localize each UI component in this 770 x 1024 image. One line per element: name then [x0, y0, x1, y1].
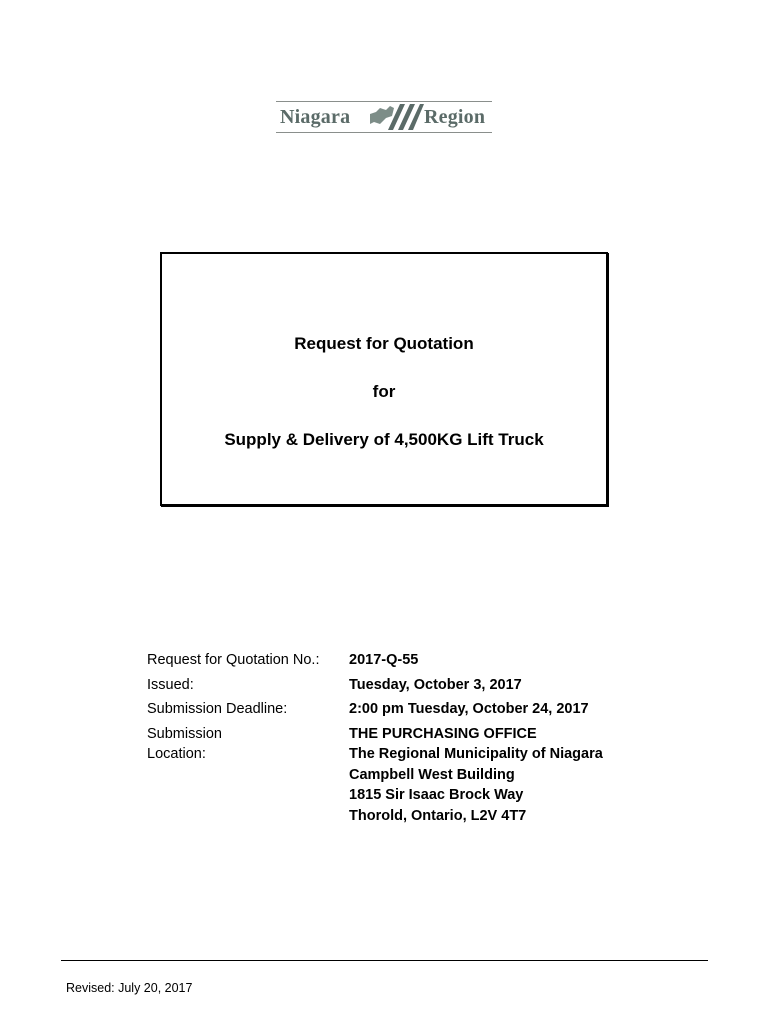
deadline-row: [147, 699, 667, 720]
location-value: [349, 724, 603, 827]
document-subject: Supply & Delivery of 4,500KG Lift Truck: [224, 430, 544, 449]
logo-word-niagara: Niagara: [280, 106, 351, 128]
document-title: Request for Quotation: [294, 334, 474, 353]
footer-rule: [61, 960, 708, 961]
location-line: Campbell West Building: [349, 766, 515, 783]
location-label-line-2: Location:: [147, 746, 206, 762]
title-box: [160, 252, 608, 506]
quotation-details: [147, 650, 667, 830]
location-line: Thorold, Ontario, L2V 4T7: [349, 807, 527, 824]
revised-date: Revised: July 20, 2017: [66, 981, 193, 995]
location-line: 1815 Sir Isaac Brock Way: [349, 787, 524, 803]
niagara-escarpment-slash-icon: [370, 102, 424, 132]
location-row: [147, 724, 667, 827]
issued-value: Tuesday, October 3, 2017: [349, 676, 522, 693]
deadline-label: Submission Deadline:: [147, 701, 288, 717]
issued-row: [147, 675, 667, 696]
logo-bottom-rule: [276, 132, 492, 133]
location-label: [147, 724, 349, 827]
issued-label: Issued:: [147, 676, 194, 693]
location-label-line-1: Submission: [147, 725, 222, 742]
location-line: The Regional Municipality of Niagara: [349, 746, 603, 762]
location-line: THE PURCHASING OFFICE: [349, 725, 537, 742]
niagara-region-logo: [276, 101, 492, 133]
logo-word-region: Region: [424, 106, 486, 128]
rfq-number-row: [147, 650, 667, 671]
rfq-number-label: Request for Quotation No.:: [147, 652, 320, 668]
deadline-value: 2:00 pm Tuesday, October 24, 2017: [349, 701, 589, 717]
rfq-number-value: 2017-Q-55: [349, 652, 419, 668]
title-connector: for: [372, 382, 396, 401]
